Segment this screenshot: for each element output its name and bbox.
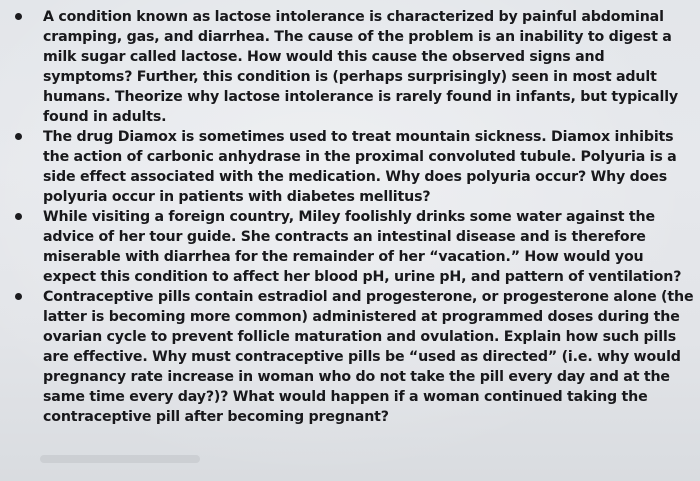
bullet-icon [15, 13, 22, 20]
question-text: The drug Diamox is sometimes used to treat mountain sickness. Diamox inhibits the action of carbonic anhydrase in the proximal convoluted tubule. Polyuria is a side effect associated with the medication. Why does polyuria occur? Why does polyuria occur in patients with diabetes mellitus? [43, 129, 677, 205]
list-item [0, 207, 700, 287]
list-item [0, 7, 700, 127]
list-item [0, 287, 700, 427]
bleed-through-shadow [40, 452, 200, 466]
bullet-icon [15, 293, 22, 300]
question-text: A condition known as lactose intolerance is characterized by painful abdominal cramping, gas, and diarrhea. The cause of the problem is an inability to digest a milk sugar called lactose. How would this cause the observed signs and symptoms? Further, this condition is (perhaps surprisingly) seen in most adult humans. Theorize why lactose intolerance is rarely found in infants, but typically found in adults. [43, 9, 679, 125]
question-text: Contraceptive pills contain estradiol and progesterone, or progesterone alone (the latter is becoming more common) administered at programmed doses during the ovarian cycle to prevent follicle maturation and ovulation. Explain how such pills are effective. Why must contraceptive pills be “used as directed” (i.e. why would pregnancy rate increase in woman who do not take the pill every day and at the same time every day?)? What would happen if a woman continued taking the contraceptive pill after becoming pregnant? [43, 289, 694, 425]
question-text: While visiting a foreign country, Miley foolishly drinks some water against the advice of her tour guide. She contracts an intestinal disease and is therefore miserable with diarrhea for the remainder of her “vacation.” How would you expect this condition to affect her blood pH, urine pH, and pattern of ventilation? [43, 209, 682, 285]
list-item [0, 127, 700, 207]
question-list [0, 7, 700, 427]
bullet-icon [15, 133, 22, 140]
bullet-icon [15, 213, 22, 220]
